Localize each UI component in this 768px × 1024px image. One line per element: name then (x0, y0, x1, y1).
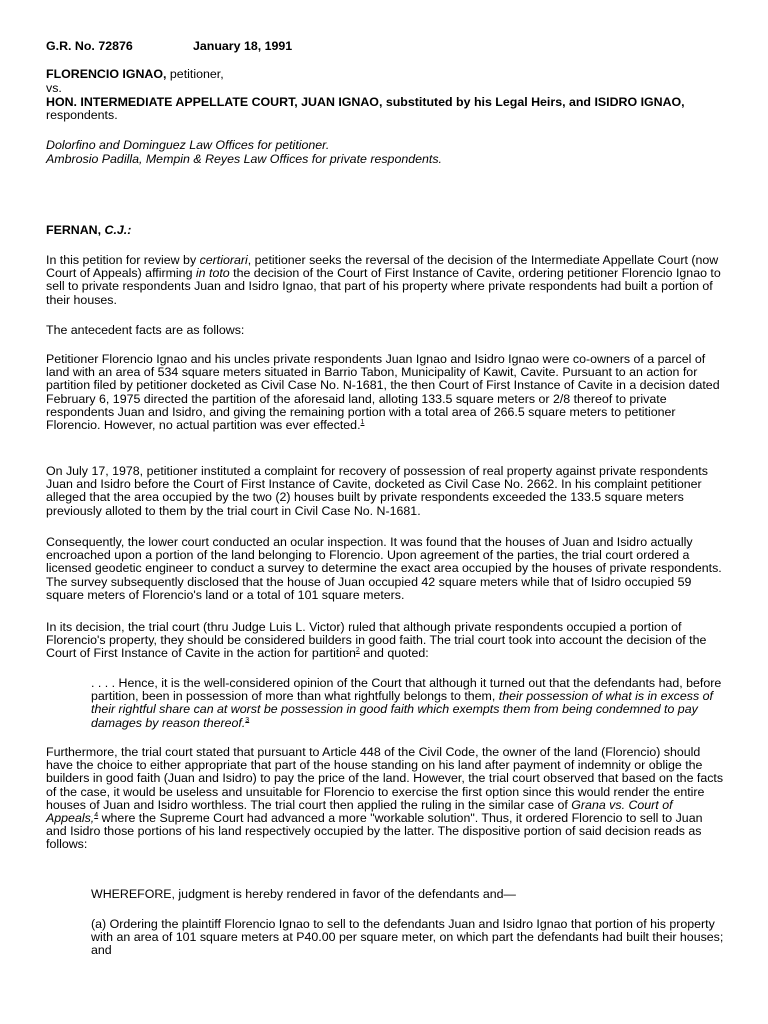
p7-text-c: where the Supreme Court had advanced a more "workable solution". Thus, it ordered Florencio to sell to Juan and Isidro those portions of his land respectively occupied by the latter. The dispositive portion of said decision reads as follows: (46, 811, 703, 852)
case-number: G.R. No. 72876 (46, 39, 133, 53)
footnote-link-2[interactable]: 2 (355, 647, 360, 655)
p7-text-a: Furthermore, the trial court stated that pursuant to Article 448 of the Civil Code, the owner of the land (Florencio) should have the choice to either appropriate that part of the house standing on his land after payment of indemnity or oblige the builders in good faith (Juan and Isidro) to pay the price of the land. However, the trial court observed that based on the facts of the case, it would be useless and unsuitable for Florencio to exercise the first option since this would render the entire houses of Juan and Isidro worthless. The trial court then applied the ruling in the similar case of (46, 745, 724, 812)
p1-term-certiorari: certiorari (199, 253, 248, 267)
quote-1-text-b: their possession of what is in excess of their rightful share can at worst be possession in good faith which exempts them from being condemned to pay damages by reason thereof. (91, 689, 713, 730)
ponente-title: C.J.: (104, 223, 132, 237)
quote-2: WHEREFORE, judgment is hereby rendered in favor of the defendants and— (91, 887, 516, 901)
p1-text-a: In this petition for review by (46, 253, 200, 267)
quote-1-text-a: . . . . Hence, it is the well-considered opinion of the Court that although it turned out that the defendants had, before partition, been in possession of more than what rightfully belongs to them, (91, 676, 722, 704)
petitioner-line (46, 68, 726, 81)
ponente (46, 224, 726, 237)
footnote-link-3[interactable]: 3 (245, 716, 250, 724)
case-date: January 18, 1991 (193, 39, 293, 53)
footnote-link-4[interactable]: 4 (94, 811, 99, 819)
versus: vs. (46, 81, 62, 95)
p1-text-c: , petitioner seeks the reversal of the decision of the Intermediate Appellate Court (now Court of Appeals) affirming (46, 253, 719, 281)
quote-3: (a) Ordering the plaintiff Florencio Ignao to sell to the defendants Juan and Isidro Ignao that portion of his property with an area of 101 square meters at P40.00 per square meter, on which part the defendants had built their houses; and (91, 917, 724, 958)
counsel-respondents: Ambrosio Padilla, Mempin & Reyes Law Offices for private respondents. (46, 152, 442, 166)
petitioner-role: petitioner, (166, 67, 224, 81)
petitioner-name: FLORENCIO IGNAO, (46, 67, 167, 81)
quote-1 (91, 677, 727, 730)
paragraph-1 (46, 254, 726, 307)
p3-text: Petitioner Florencio Ignao and his uncles private respondents Juan Ignao and Isidro Ignao were co-owners of a parcel of land with an area of 534 square meters situated in Barrio Tabon, Municipality of Kawit, Cavite. Pursuant to an action for partition filed by petitioner docketed as Civil Case No. N-1681, the then Court of First Instance of Cavite in a decision dated February 6, 1975 directed the partition of the aforesaid land, alloting 133.5 square meters or 2/8 thereof to private respondents Juan and Isidro, and giving the remaining portion with a total area of 266.5 square meters to petitioner Florencio. However, no actual partition was ever effected. (46, 352, 720, 433)
paragraph-6 (46, 621, 726, 661)
p1-text-e: the decision of the Court of First Instance of Cavite, ordering petitioner Florencio Ignao to sell to private respondents Juan and Isidro Ignao, that part of his property where private respondents had built a portion of their houses. (46, 266, 721, 307)
respondents-names: HON. INTERMEDIATE APPELLATE COURT, JUAN IGNAO, substituted by his Legal Heirs, and ISIDRO IGNAO, (46, 95, 685, 109)
p6-text-b: and quoted: (359, 646, 429, 661)
respondents-line (46, 96, 726, 122)
paragraph-3 (46, 353, 726, 432)
paragraph-2: The antecedent facts are as follows: (46, 323, 245, 337)
footnote-link-1[interactable]: 1 (360, 418, 365, 426)
p6-text-a: In its decision, the trial court (thru Judge Luis L. Victor) ruled that although private respondents occupied a portion of Florencio's property, they should be considered builders in good faith. The trial court took into account the decision of the Court of First Instance of Cavite in the action for partition (46, 620, 707, 661)
paragraph-7 (46, 746, 726, 852)
ponente-name: FERNAN, (46, 223, 105, 237)
p7-case-grana: Grana vs. Court of Appeals, (46, 797, 673, 826)
counsel-petitioner: Dolorfino and Dominguez Law Offices for petitioner. (46, 138, 330, 152)
paragraph-4: On July 17, 1978, petitioner instituted a complaint for recovery of possession of real property against private respondents Juan and Isidro before the Court of First Instance of Cavite, docketed as Civil Case No. 2662. In his complaint petitioner alleged that the area occupied by the two (2) houses built by private respondents exceeded the 133.5 square meters previously alloted to them by the trial court in Civil Case No. N-1681. (46, 464, 708, 518)
paragraph-5: Consequently, the lower court conducted an ocular inspection. It was found that the houses of Juan and Isidro actually encroached upon a portion of the land belonging to Florencio. Upon agreement of the parties, the trial court ordered a licensed geodetic engineer to conduct a survey to determine the exact area occupied by the houses of private respondents. The survey subsequently disclosed that the house of Juan occupied 42 square meters while that of Isidro occupied 59 square meters of Florencio's land or a total of 101 square meters. (46, 535, 722, 602)
p1-term-in-toto: in toto (195, 266, 230, 281)
respondents-role: respondents. (46, 108, 118, 123)
